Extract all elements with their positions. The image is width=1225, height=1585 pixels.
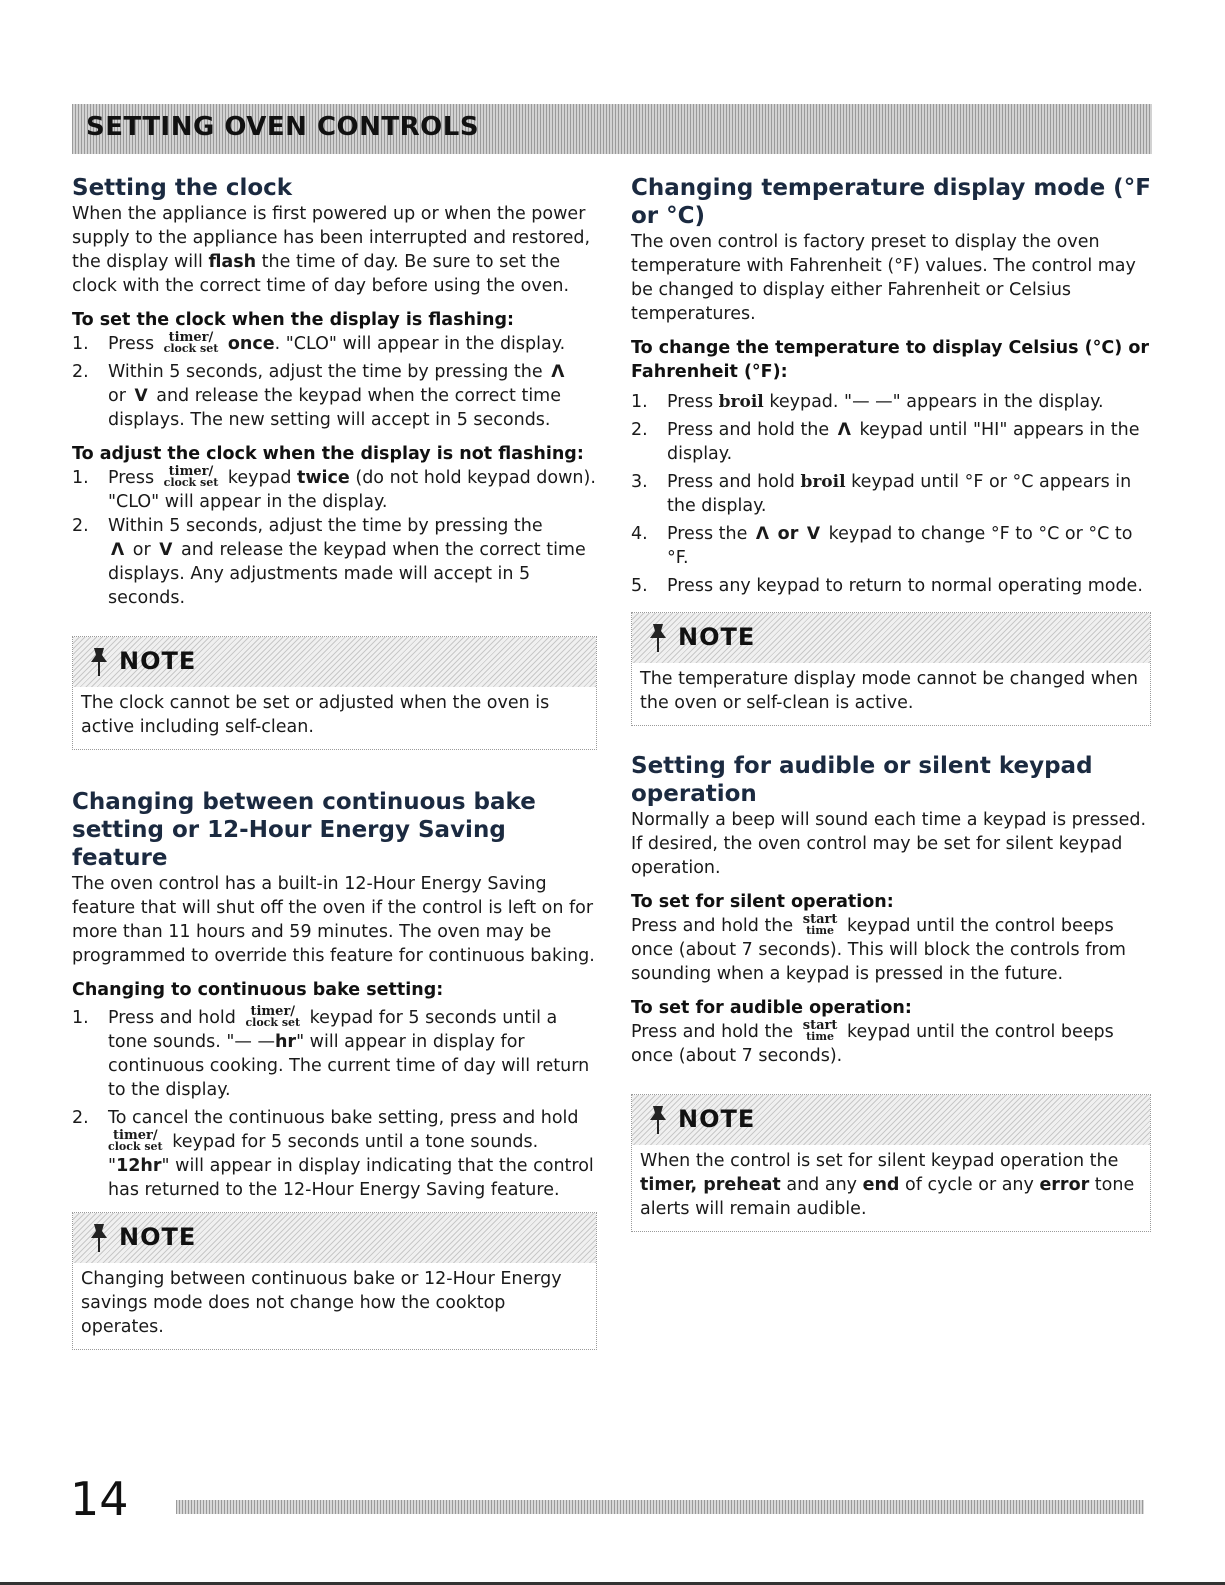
temp-intro: The oven control is factory preset to display the oven temperature with Fahrenheit (°F) values. The control may be changed to display either Fahrenheit or Celsius temperatures.: [631, 232, 1136, 324]
not-flashing-steps: [72, 466, 597, 610]
note-text: The clock cannot be set or adjusted when the oven is active including self-clean.: [81, 693, 550, 737]
clock-note: [72, 636, 597, 750]
start-time-key: start time: [802, 912, 838, 937]
note-text: Changing between continuous bake or 12-Hour Energy savings mode does not change how the cooktop operates.: [81, 1269, 562, 1337]
bake-sub-heading: Changing to continuous bake setting:: [72, 980, 444, 1000]
arrow-up-icon: Λ: [111, 540, 125, 560]
list-item: 1. Press timer/ clock set once. "CLO" will appear in the display.: [72, 330, 566, 355]
bake-steps: [72, 1006, 597, 1202]
note-text: The temperature display mode cannot be changed when the oven or self-clean is active.: [640, 669, 1138, 713]
audible-op-heading: To set for audible operation:: [631, 998, 912, 1018]
note-label: NOTE: [678, 1105, 756, 1133]
flashing-heading: To set the clock when the display is flashing:: [72, 310, 514, 330]
list-item: 2. To cancel the continuous bake setting, press and hold timer/ clock set keypad for 5 seconds until a tone sounds. "12hr" will appear in display indicating that the control has returned to the 12-Hour Energy Saving feature.: [72, 1108, 594, 1200]
bake-intro: The oven control has a built-in 12-Hour Energy Saving feature that will shut off the oven if the control is left on for more than 11 hours and 59 minutes. The oven may be programmed to override this feature for continuous baking.: [72, 874, 595, 966]
timer-clock-key: timer/ clock set: [163, 330, 219, 355]
list-item: 3. Press and hold broil keypad until °F or °C appears in the display.: [631, 472, 1132, 516]
note-label: NOTE: [119, 647, 197, 675]
list-item: 1. Press broil keypad. "— —" appears in the display.: [631, 392, 1104, 412]
timer-clock-key: timer/ clock set: [245, 1004, 301, 1029]
page-title: SETTING OVEN CONTROLS: [86, 112, 480, 142]
pushpin-icon: [646, 1104, 670, 1136]
pushpin-icon: [646, 622, 670, 654]
silent-text: Press and hold the start time keypad until the control beeps once (about 7 seconds). This will block the controls from sounding when a keypad is pressed in the future.: [631, 912, 1126, 984]
bake-note: [72, 1212, 597, 1350]
start-time-key: start time: [802, 1018, 838, 1043]
arrow-down-icon: V: [134, 386, 148, 406]
temp-steps: [631, 390, 1151, 598]
clock-intro: When the appliance is first powered up or when the power supply to the appliance has been interrupted and restored, the display will flash the time of day. Be sure to set the clock with the correct time of day before using the oven.: [72, 204, 591, 296]
page-number: 14: [70, 1472, 129, 1526]
bake-heading: Changing between continuous bake setting or 12-Hour Energy Saving feature: [72, 789, 536, 871]
timer-clock-key: timer/ clock set: [108, 1128, 163, 1153]
broil-key: broil: [718, 392, 764, 412]
arrow-down-icon: V: [806, 524, 821, 544]
clock-heading: Setting the clock: [72, 175, 293, 201]
note-label: NOTE: [678, 623, 756, 651]
arrow-up-icon: Λ: [755, 524, 770, 544]
silent-heading: To set for silent operation:: [631, 892, 894, 912]
list-item: 1. Press timer/ clock set keypad twice (do not hold keypad down). "CLO" will appear in the display.: [72, 464, 596, 512]
temp-sub-heading: To change the temperature to display Celsius (°C) or Fahrenheit (°F):: [631, 338, 1149, 382]
not-flashing-heading: To adjust the clock when the display is not flashing:: [72, 444, 584, 464]
audible-heading: Setting for audible or silent keypad operation: [631, 753, 1093, 807]
list-item: 2. Within 5 seconds, adjust the time by pressing the Λ or V and release the keypad when the correct time displays. Any adjustments made will accept in 5 seconds.: [72, 516, 586, 608]
pushpin-icon: [87, 646, 111, 678]
arrow-down-icon: V: [159, 540, 173, 560]
arrow-up-icon: Λ: [837, 420, 851, 440]
arrow-up-icon: Λ: [551, 362, 565, 382]
left-column: [72, 174, 597, 1350]
list-item: 1. Press and hold timer/ clock set keypad for 5 seconds until a tone sounds. "— —hr" will appear in display for continuous cooking. The current time of day will return to the display.: [72, 1004, 590, 1100]
section-banner: [72, 104, 1152, 154]
list-item: 2. Press and hold the Λ keypad until "HI" appears in the display.: [631, 420, 1140, 464]
temp-heading: Changing temperature display mode (°F or °C): [631, 175, 1151, 229]
timer-clock-key: timer/ clock set: [163, 464, 219, 489]
list-item: 5. Press any keypad to return to normal operating mode.: [631, 576, 1143, 596]
audible-op-text: Press and hold the start time keypad until the control beeps once (about 7 seconds).: [631, 1018, 1114, 1066]
list-item: 2. Within 5 seconds, adjust the time by pressing the Λ or V and release the keypad when the correct time displays. The new setting will accept in 5 seconds.: [72, 362, 565, 430]
audible-note: [631, 1094, 1151, 1232]
note-label: NOTE: [119, 1223, 197, 1251]
right-column: [631, 174, 1151, 1232]
note-text: When the control is set for silent keypad operation the timer, preheat and any end of cycle or any error tone alerts will remain audible.: [640, 1151, 1135, 1219]
footer-bar: [176, 1500, 1144, 1514]
flashing-steps: [72, 332, 597, 432]
temp-note: [631, 612, 1151, 726]
list-item: 4. Press the Λ or V keypad to change °F to °C or °C to °F.: [631, 524, 1133, 568]
audible-intro: Normally a beep will sound each time a keypad is pressed. If desired, the oven control may be set for silent keypad operation.: [631, 810, 1147, 878]
pushpin-icon: [87, 1222, 111, 1254]
broil-key: broil: [800, 472, 846, 492]
